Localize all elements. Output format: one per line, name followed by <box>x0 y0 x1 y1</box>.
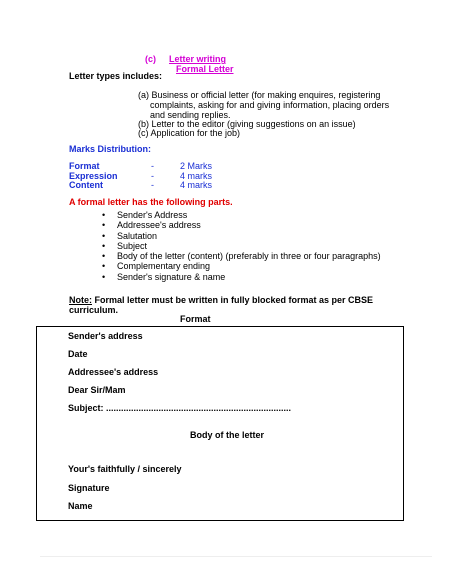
marks-dash: - <box>151 180 154 190</box>
letter-type-line: (b) Letter to the editor (giving suggestions on an issue) <box>138 119 356 129</box>
parts-list <box>102 210 381 282</box>
format-body: Body of the letter <box>190 430 265 440</box>
marks-heading: Marks Distribution: <box>69 144 152 154</box>
parts-heading: A formal letter has the following parts. <box>69 197 233 207</box>
marks-dash: - <box>151 171 154 181</box>
format-signature: Signature <box>68 483 110 493</box>
list-item: • Addressee's address <box>102 220 381 230</box>
list-item: • Complementary ending <box>102 261 381 271</box>
list-item: • Subject <box>102 241 381 251</box>
list-item: • Sender's signature & name <box>102 272 381 282</box>
letter-type-line: (a) Business or official letter (for making enquires, registering <box>138 90 381 100</box>
note-label: Note: <box>69 295 92 305</box>
format-box <box>36 326 404 521</box>
list-item: • Body of the letter (content) (preferably in three or four paragraphs) <box>102 251 381 261</box>
format-name: Name <box>68 501 93 511</box>
letter-type-line: complaints, asking for and giving information, placing orders <box>150 100 390 110</box>
note-line <box>69 295 373 305</box>
section-label: (c) <box>145 54 156 64</box>
letter-type-line: and sending replies. <box>150 110 231 120</box>
letter-type-line: (c) Application for the job) <box>138 128 241 138</box>
marks-value: 2 Marks <box>180 161 213 171</box>
marks-label: Content <box>69 180 103 190</box>
marks-label: Expression <box>69 171 118 181</box>
format-closing: Your's faithfully / sincerely <box>68 464 182 474</box>
format-heading: Format <box>180 314 211 324</box>
format-addressees-address: Addressee's address <box>68 367 159 377</box>
doc-subtitle: Formal Letter <box>176 64 234 74</box>
format-subject: Subject: .......................................................................... <box>68 403 292 413</box>
format-date: Date <box>68 349 88 359</box>
list-item: • Salutation <box>102 231 381 241</box>
doc-title: Letter writing <box>169 54 227 64</box>
list-item: • Sender's Address <box>102 210 381 220</box>
marks-dash: - <box>151 161 154 171</box>
note-text: Formal letter must be written in fully blocked format as per CBSE <box>92 295 374 305</box>
marks-label: Format <box>69 161 100 171</box>
format-senders-address: Sender's address <box>68 331 143 341</box>
marks-value: 4 marks <box>180 180 213 190</box>
letter-types-heading: Letter types includes: <box>69 71 163 81</box>
note-text-continued: curriculum. <box>69 305 119 315</box>
page-divider <box>40 556 432 557</box>
format-salutation: Dear Sir/Mam <box>68 385 126 395</box>
marks-value: 4 marks <box>180 171 213 181</box>
